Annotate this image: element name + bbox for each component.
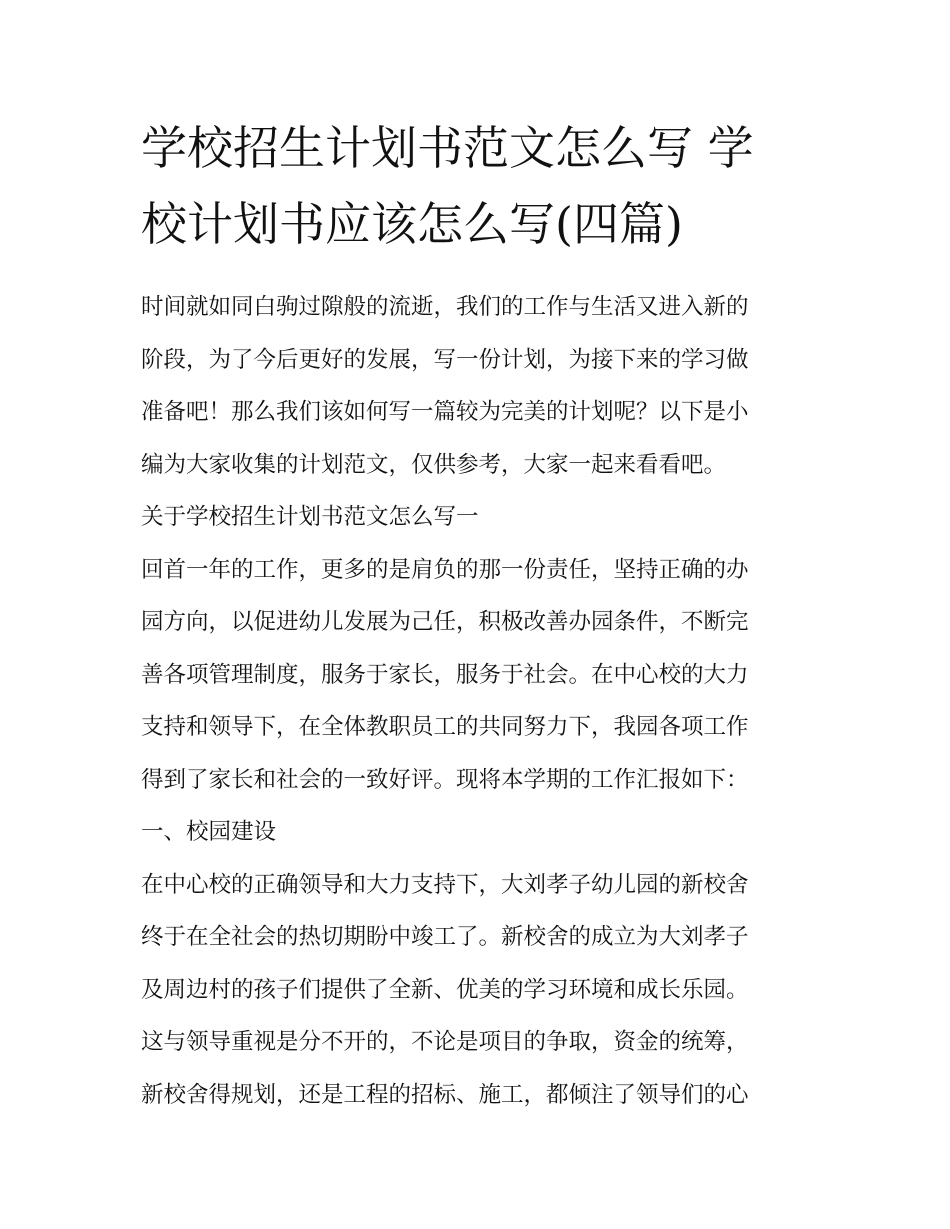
paragraph2-line-5: 新校舍得规划，还是工程的招标、施工，都倾注了领导们的心: [141, 1081, 749, 1108]
paragraph2-line-1: 在中心校的正确领导和大力支持下，大刘孝子幼儿园的新校舍: [141, 871, 749, 898]
title-line-1: 学校招生计划书范文怎么写 学: [141, 121, 754, 175]
section-heading: 关于学校招生计划书范文怎么写一: [141, 504, 479, 530]
intro-line-2: 阶段，为了今后更好的发展，写一份计划，为接下来的学习做: [141, 346, 749, 373]
intro-line-1: 时间就如同白驹过隙般的流逝，我们的工作与生活又进入新的: [141, 294, 749, 320]
document-title: [141, 110, 821, 262]
subheading-campus-construction: 一、校园建设: [141, 819, 277, 845]
paragraph-line-5: 得到了家长和社会的一致好评。现将本学期的工作汇报如下：: [141, 766, 749, 793]
intro-line-4: 编为大家收集的计划范文，仅供参考，大家一起来看看吧。: [141, 451, 727, 478]
paragraph2-line-2: 终于在全社会的热切期盼中竣工了。新校舍的成立为大刘孝子: [141, 924, 749, 950]
document-page: [141, 110, 821, 1121]
paragraph-line-1: 回首一年的工作，更多的是肩负的那一份责任，坚持正确的办: [141, 556, 749, 583]
paragraph-line-3: 善各项管理制度，服务于家长，服务于社会。在中心校的大力: [141, 661, 749, 688]
paragraph2-line-3: 及周边村的孩子们提供了全新、优美的学习环境和成长乐园。: [141, 976, 749, 1003]
document-body: [141, 281, 821, 1121]
paragraph2-line-4: 这与领导重视是分不开的，不论是项目的争取，资金的统筹，: [141, 1029, 749, 1055]
intro-line-3: 准备吧！那么我们该如何写一篇较为完美的计划呢？以下是小: [141, 399, 749, 425]
paragraph-line-2: 园方向，以促进幼儿发展为己任，积极改善办园条件，不断完: [141, 609, 749, 635]
paragraph-line-4: 支持和领导下，在全体教职员工的共同努力下，我园各项工作: [141, 714, 749, 740]
title-line-2: 校计划书应该怎么写(四篇): [141, 197, 683, 251]
